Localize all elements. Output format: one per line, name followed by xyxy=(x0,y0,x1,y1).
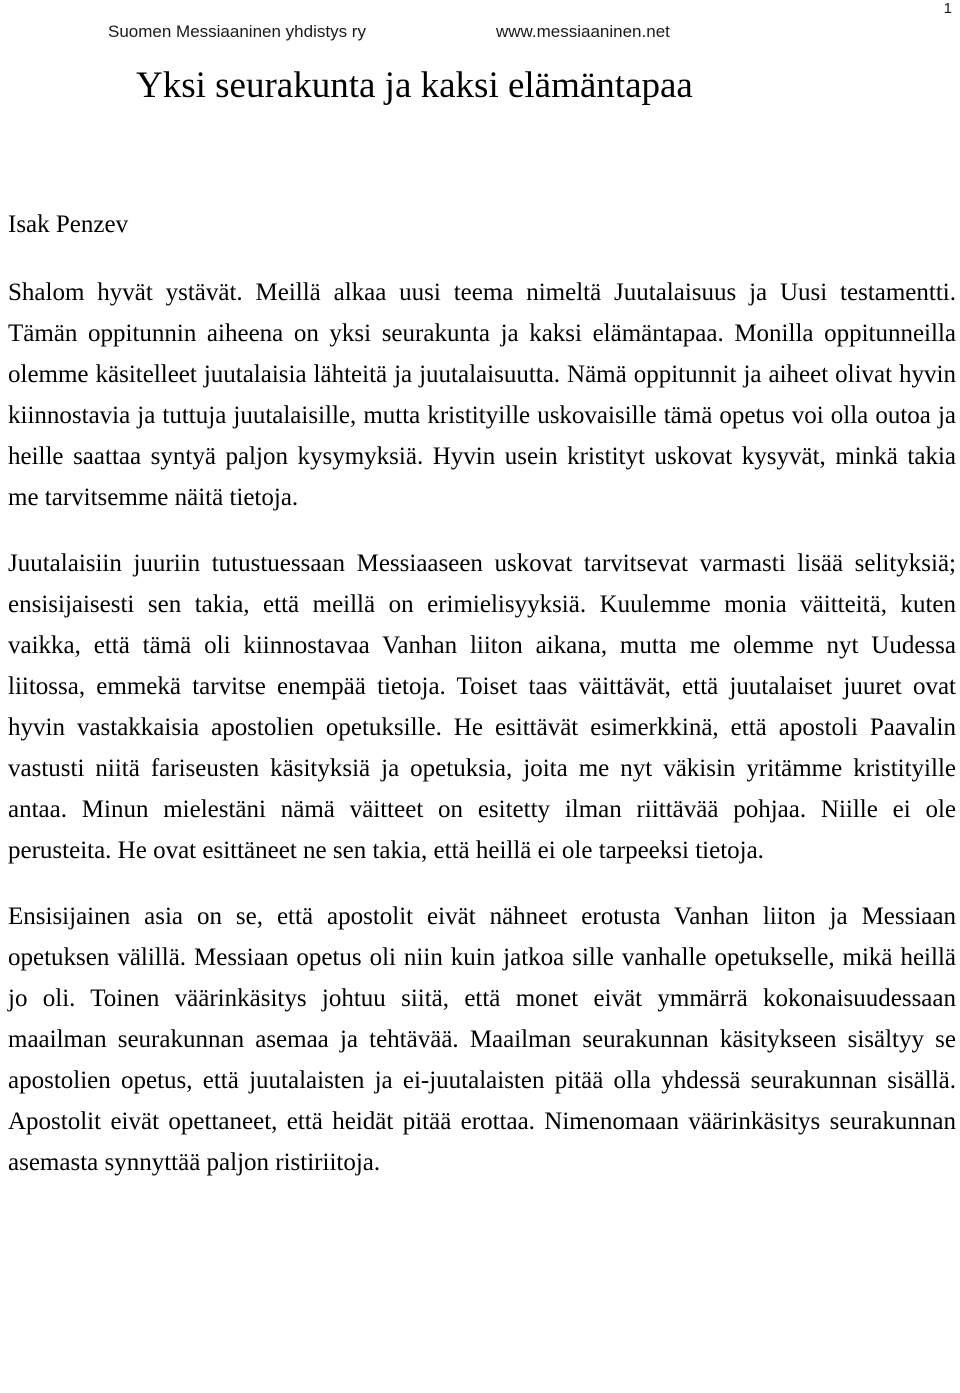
paragraph-3: Ensisijainen asia on se, että apostolit eivät nähneet erotusta Vanhan liiton ja Messiaan opetuksen välillä. Messiaan opetus oli niin kuin jatkoa sille vanhalle opetukselle, mikä heillä jo oli. Toinen väärinkäsitys johtuu siitä, että monet eivät ymmärrä kokonaisuudessaan maailman seurakunnan asemaa ja tehtävää. Maailman seurakunnan käsitykseen sisältyy se apostolien opetus, että juutalaisten ja ei-juutalaisten pitää olla yhdessä seurakunnan sisällä. Apostolit eivät opettaneet, että heidät pitää erottaa. Nimenomaan väärinkäsitys seurakunnan asemasta synnyttää paljon ristiriitoja. xyxy=(8,903,956,1176)
author-name: Isak Penzev xyxy=(8,211,129,238)
document-body xyxy=(8,272,956,1183)
paragraph-2: Juutalaisiin juuriin tutustuessaan Messiaaseen uskovat tarvitsevat varmasti lisää selityksiä; ensisijaisesti sen takia, että meillä on erimielisyyksiä. Kuulemme monia väitteitä, kuten vaikka, että tämä oli kiinnostavaa Vanhan liiton aikana, mutta me olemme nyt Uudessa liitossa, emmekä tarvitse enempää tietoja. Toiset taas väittävät, että juutalaiset juuret ovat hyvin vastakkaisia apostolien opetuksille. He esittävät esimerkkinä, että apostoli Paavalin vastusti niitä fariseusten käsityksiä ja opetuksia, joita me nyt väkisin yritämme kristityille antaa. Minun mielestäni nämä väitteet on esitetty ilman riittävää pohjaa. Niille ei ole perusteita. He ovat esittäneet ne sen takia, että heillä ei ole tarpeeksi tietoja. xyxy=(8,550,956,864)
page-header xyxy=(108,18,908,48)
organization-name: Suomen Messiaaninen yhdistys ry xyxy=(108,22,366,41)
website-link[interactable]: www.messiaaninen.net xyxy=(496,22,670,41)
document-title: Yksi seurakunta ja kaksi elämäntapaa xyxy=(136,65,693,106)
paragraph-1: Shalom hyvät ystävät. Meillä alkaa uusi teema nimeltä Juutalaisuus ja Uusi testamentti. Tämän oppitunnin aiheena on yksi seurakunta ja kaksi elämäntapaa. Monilla oppitunneilla olemme käsitelleet juutalaisia lähteitä ja juutalaisuutta. Nämä oppitunnit ja aiheet olivat hyvin kiinnostavia ja tuttuja juutalaisille, mutta kristityille uskovaisille tämä opetus voi olla outoa ja heille saattaa syntyä paljon kysymyksiä. Hyvin usein kristityt uskovat kysyvät, minkä takia me tarvitsemme näitä tietoja. xyxy=(8,279,956,511)
page-number: 1 xyxy=(943,0,952,17)
